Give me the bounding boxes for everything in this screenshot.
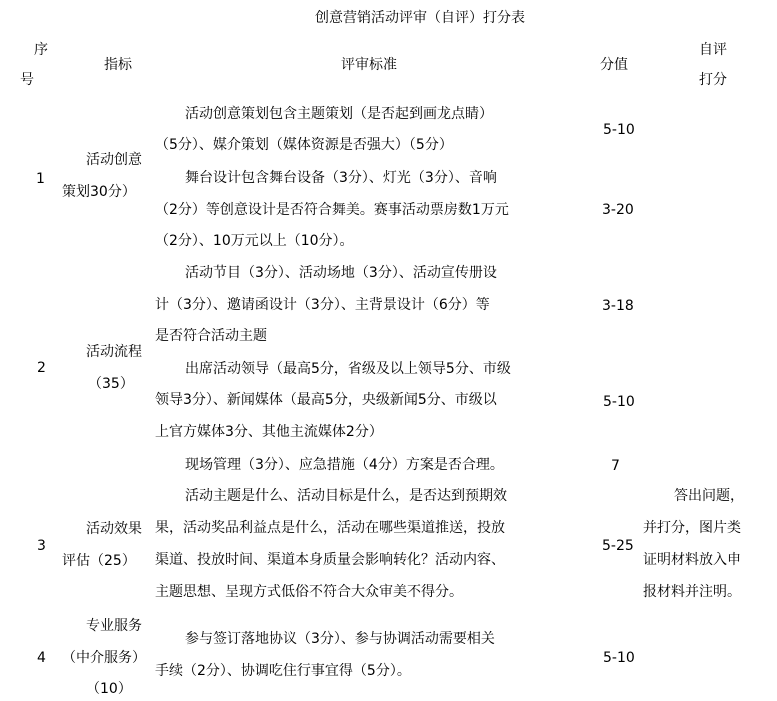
row1-item1-score: 5-10	[603, 122, 635, 138]
row1-item2-score: 3-20	[602, 202, 634, 218]
row2-indicator-line2: （35）	[88, 376, 134, 392]
row1-indicator-line1: 活动创意	[86, 152, 142, 168]
row1-item2-line3: （2分）、10万元以上（10分）。	[155, 233, 354, 249]
row2-item1-line3: 是否符合活动主题	[155, 328, 267, 344]
row4-indicator-line3: （10）	[86, 681, 132, 697]
self-eval-note-line2: 并打分，图片类	[643, 520, 741, 536]
row2-item1-line1: 活动节目（3分）、活动场地（3分）、活动宣传册设	[185, 265, 497, 281]
row4-indicator-line2: （中介服务）	[62, 650, 146, 666]
row4-item1-line1: 参与签订落地协议（3分）、参与协调活动需要相关	[185, 631, 495, 647]
row1-item1-line2: （5分）、媒介策划（媒体资源是否强大）（5分）	[155, 137, 453, 153]
row3-item2-score: 5-25	[602, 538, 634, 554]
header-score: 分值	[600, 57, 628, 73]
header-seq-line2: 号	[20, 72, 34, 88]
row3-indicator-line2: 评估（25）	[62, 553, 136, 569]
row4-indicator-line1: 专业服务	[86, 618, 142, 634]
row1-item2-line2: （2分）等创意设计是否符合舞美。赛事活动票房数1万元	[155, 202, 509, 218]
row4-seq: 4	[37, 650, 46, 666]
row1-item1-line1: 活动创意策划包含主题策划（是否起到画龙点睛）	[185, 106, 493, 122]
row1-item2-line1: 舞台设计包含舞台设备（3分）、灯光（3分）、音响	[185, 170, 497, 186]
row2-item1-line2: 计（3分）、邀请函设计（3分）、主背景设计（6分）等	[155, 297, 490, 313]
row3-item1-line1: 现场管理（3分）、应急措施（4分）方案是否合理。	[185, 457, 504, 473]
row3-item2-line1: 活动主题是什么、活动目标是什么，是否达到预期效	[185, 488, 507, 504]
page-title: 创意营销活动评审（自评）打分表	[315, 10, 525, 26]
row2-seq: 2	[37, 360, 46, 376]
row3-seq: 3	[37, 538, 46, 554]
header-self-line1: 自评	[699, 42, 727, 58]
self-eval-note-line4: 报材料并注明。	[643, 584, 741, 600]
header-indicator: 指标	[104, 57, 132, 73]
row3-indicator-line1: 活动效果	[86, 521, 142, 537]
row3-item2-line2: 果，活动奖品利益点是什么，活动在哪些渠道推送，投放	[155, 520, 505, 536]
row4-item1-line2: 手续（2分）、协调吃住行事宜得（5分）。	[155, 663, 411, 679]
row2-item2-line3: 上官方媒体3分、其他主流媒体2分）	[155, 424, 383, 440]
header-criteria: 评审标准	[341, 57, 397, 73]
row3-item2-line4: 主题思想、呈现方式低俗不符合大众审美不得分。	[155, 584, 463, 600]
header-self-line2: 打分	[699, 72, 727, 88]
row3-item1-score: 7	[611, 458, 620, 474]
row1-seq: 1	[36, 171, 45, 187]
row2-item2-line2: 领导3分）、新闻媒体（最高5分，央级新闻5分、市级以	[155, 392, 497, 408]
row2-item1-score: 3-18	[602, 298, 634, 314]
self-eval-note-line3: 证明材料放入申	[643, 552, 741, 568]
row1-indicator-line2: 策划30分）	[62, 184, 136, 200]
row2-indicator-line1: 活动流程	[86, 344, 142, 360]
row2-item2-line1: 出席活动领导（最高5分，省级及以上领导5分、市级	[185, 361, 511, 377]
self-eval-note-line1: 答出问题，	[674, 488, 744, 504]
header-seq-line1: 序	[34, 42, 48, 58]
row4-item1-score: 5-10	[603, 650, 635, 666]
row3-item2-line3: 渠道、投放时间、渠道本身质量会影响转化？活动内容、	[155, 552, 505, 568]
row2-item2-score: 5-10	[603, 394, 635, 410]
